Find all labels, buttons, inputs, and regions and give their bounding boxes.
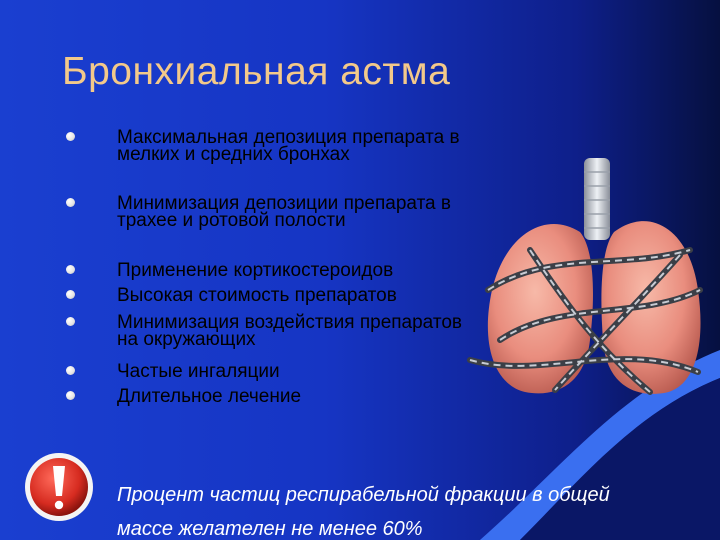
list-item: Длительное лечение [117, 386, 302, 407]
list-item: Максимальная депозиция препарата в мелких и средних бронхах [117, 127, 460, 165]
slide-title: Бронхиальная астма [62, 50, 451, 93]
list-item: Применение кортикостероидов [117, 260, 394, 281]
list-item: Минимизация депозиции препарата в трахее и ротовой полости [117, 193, 451, 231]
list-item: Частые ингаляции [117, 361, 280, 382]
list-item: Минимизация воздействия препаратов на окружающих [117, 312, 462, 350]
note-text: Процент частиц респирабельной фракции в общей массе желателен не менее 60% [117, 484, 610, 540]
list-item: Высокая стоимость препаратов [117, 285, 397, 306]
